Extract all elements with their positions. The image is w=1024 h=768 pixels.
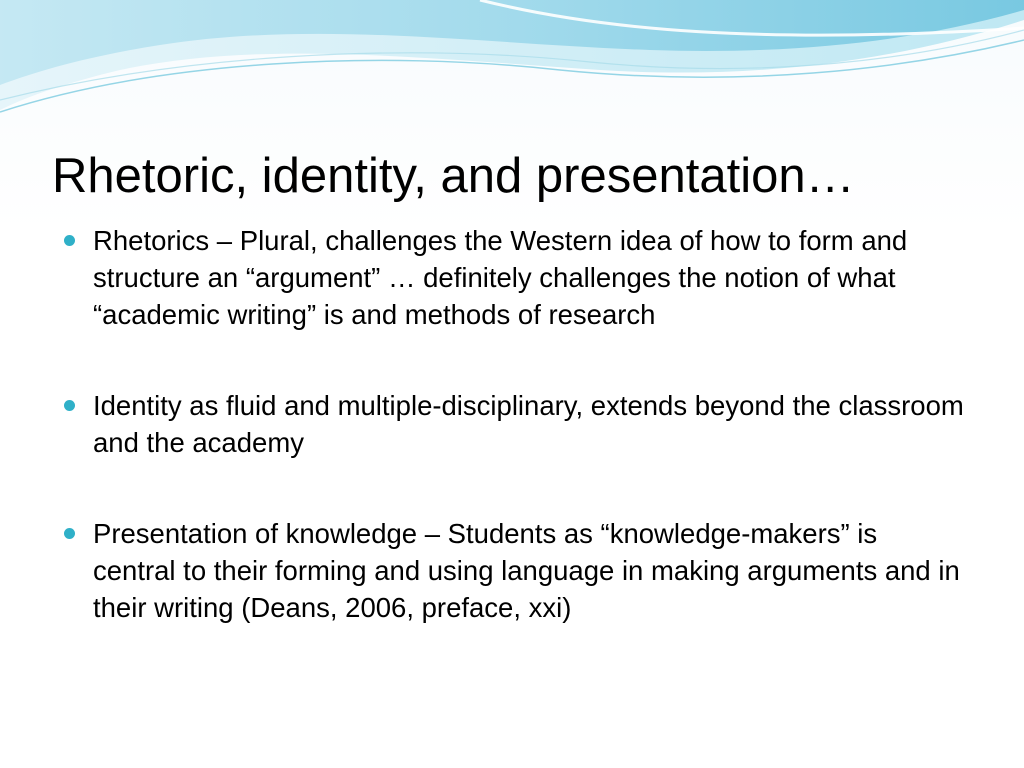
bullet-dot-icon: [64, 400, 75, 411]
slide-title: Rhetoric, identity, and presentation…: [52, 149, 855, 203]
bullet-text: Rhetorics – Plural, challenges the Western idea of how to form and structure an “argument” … definitely challenges the notion of what “academic writing” is and methods of research: [93, 225, 908, 330]
bullet-text: Presentation of knowledge – Students as “knowledge-makers” is central to their forming and using language in making arguments and in their writing (Deans, 2006, preface, xxi): [93, 518, 960, 623]
bullet-list: [64, 222, 964, 626]
bullet-item-identity: [64, 387, 964, 461]
bullet-dot-icon: [64, 528, 75, 539]
bullet-item-presentation: [64, 515, 964, 626]
decorative-wave-header: [0, 0, 1024, 140]
bullet-item-rhetorics: [64, 222, 964, 333]
bullet-text: Identity as fluid and multiple-disciplinary, extends beyond the classroom and the academy: [93, 390, 964, 458]
bullet-dot-icon: [64, 235, 75, 246]
